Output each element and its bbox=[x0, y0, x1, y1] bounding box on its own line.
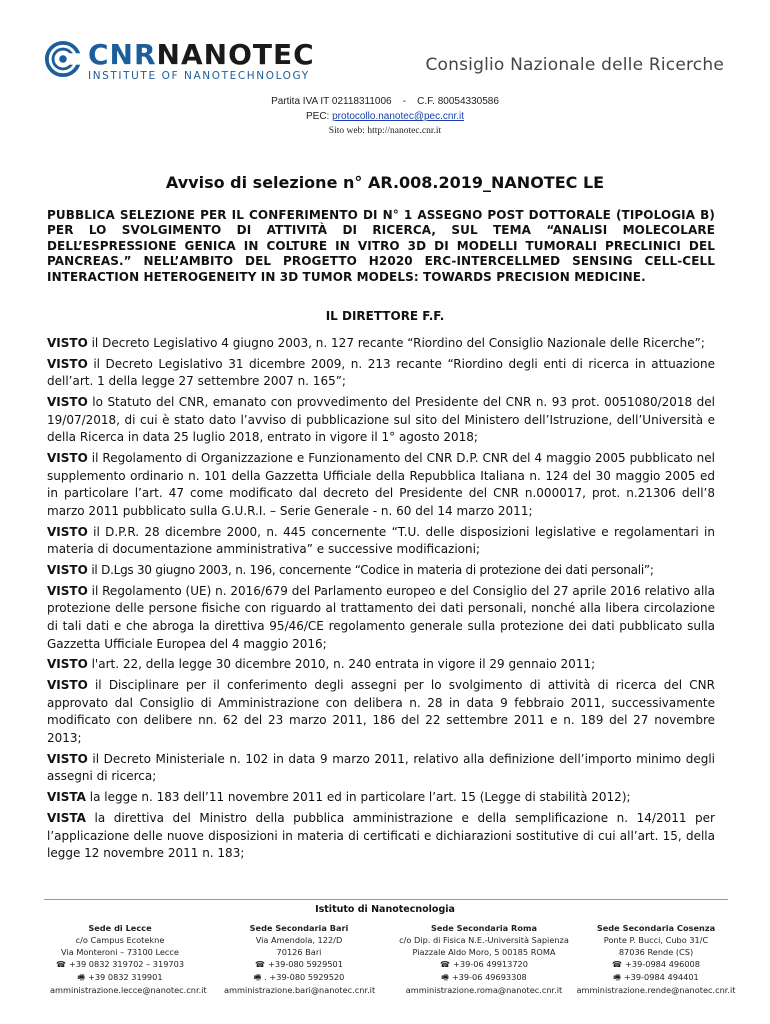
paragraph-text: il Decreto Ministeriale n. 102 in data 9 marzo 2011, relativo alla definizione dell’importo minimo degli assegni di ricerca; bbox=[47, 751, 715, 784]
office-address-line1: Via Amendola, 122/D bbox=[255, 935, 343, 946]
office-address-line2: 70126 Bari bbox=[276, 947, 322, 958]
office-phone bbox=[576, 958, 736, 971]
paragraph-lead: VISTO bbox=[47, 563, 88, 578]
fax-number: . +39-080 5929520 bbox=[264, 972, 345, 983]
logo-wordmark bbox=[88, 38, 315, 82]
phone-number: +39-0984 496008 bbox=[625, 959, 700, 970]
paragraph-lead: VISTO bbox=[47, 451, 88, 466]
paragraph-text: lo Statuto del CNR, emanato con provvedimento del Presidente del CNR n. 93 prot. 0051080/2018 del 19/07/2018, di cui è stato dato l’avviso di pubblicazione sul sito del Ministero dell’Istruzione, dell’Università e della Ricerca in data 25 luglio 2018, entrato in vigore il 1° agosto 2018; bbox=[47, 395, 715, 445]
pec-label: PEC: bbox=[305, 111, 333, 122]
phone-icon: ☎ bbox=[612, 960, 623, 970]
office-email[interactable]: amministrazione.bari@nanotec.cnr.it bbox=[224, 985, 376, 996]
paragraph-text: il Regolamento (UE) n. 2016/679 del Parlamento europeo e del Consiglio del 27 aprile 2016 relativo alla protezione delle persone fisiche con riguardo al trattamento dei dati personali, nonché alla libera circolazione di tali dati e che abroga la direttiva 95/46/CE regolamento generale sulla protezione dei dati pubblicato sulla Gazzetta Ufficiale Europea del 4 maggio 2016; bbox=[47, 583, 715, 651]
letterhead bbox=[44, 40, 724, 82]
office-address-line2: 87036 Rende (CS) bbox=[618, 947, 694, 958]
footer-title: Istituto di Nanotecnologia bbox=[315, 904, 455, 915]
paragraph-lead: VISTA bbox=[47, 810, 86, 825]
visto-paragraph bbox=[47, 335, 715, 353]
visto-paragraph bbox=[47, 751, 715, 786]
office-phone bbox=[394, 958, 574, 971]
office-address-line1: c/o Campus Ecotekne bbox=[75, 935, 165, 946]
phone-number: +39-080 5929501 bbox=[268, 959, 343, 970]
office-address-line1: c/o Dip. di Fisica N.E.-Università Sapienza bbox=[399, 935, 569, 946]
phone-icon: ☎ bbox=[55, 960, 66, 970]
visto-paragraph bbox=[47, 677, 715, 747]
visto-paragraph bbox=[47, 394, 715, 447]
office-lecce bbox=[50, 922, 207, 997]
paragraph-lead: VISTO bbox=[47, 336, 88, 350]
website-line[interactable]: Sito web: http://nanotec.cnr.it bbox=[328, 126, 442, 136]
office-address-line1: Ponte P. Bucci, Cubo 31/C bbox=[603, 935, 709, 946]
paragraph-lead: VISTO bbox=[47, 356, 88, 371]
footer-divider bbox=[44, 899, 728, 900]
header-contacts bbox=[0, 94, 770, 139]
office-address-line2: Piazzale Aldo Moro, 5 00185 ROMA bbox=[412, 947, 556, 958]
paragraph-text: il D.Lgs 30 giugno 2003, n. 196, concernente “Codice in materia di protezione dei dati personali”; bbox=[87, 563, 654, 578]
cnr-nanotec-logo-icon bbox=[44, 40, 82, 78]
phone-number: +39-06 49913720 bbox=[453, 959, 528, 970]
paragraph-text: il D.P.R. 28 dicembre 2000, n. 445 concernente “T.U. delle disposizioni legislative e regolamentari in materia di documentazione amministrativa” e successive modificazioni; bbox=[47, 524, 715, 557]
director-heading: IL DIRETTORE F.F. bbox=[325, 309, 445, 323]
document-title: Avviso di selezione n° AR.008.2019_NANOTEC LE bbox=[165, 173, 605, 192]
logo-name-cnr: CNR bbox=[88, 38, 157, 71]
fax-number: +39-0984 494401 bbox=[623, 972, 699, 983]
office-email[interactable]: amministrazione.lecce@nanotec.cnr.it bbox=[50, 985, 207, 996]
paragraph-lead: VISTA bbox=[47, 790, 86, 805]
visto-paragraph bbox=[47, 356, 715, 391]
vat-fiscal-line: Partita IVA IT 02118311006 - C.F. 80054330586 bbox=[271, 96, 499, 107]
paragraph-text: il Decreto Legislativo 31 dicembre 2009, n. 213 recante “Riordino degli enti di ricerca in attuazione dell’art. 1 della legge 27 settembre 2007 n. 165”; bbox=[47, 356, 715, 389]
office-phone bbox=[224, 958, 374, 971]
paragraph-lead: VISTO bbox=[47, 395, 88, 410]
visto-paragraph bbox=[47, 524, 715, 559]
fax-icon: 🖷 bbox=[77, 973, 85, 983]
office-bari bbox=[224, 922, 374, 997]
logo-name-nanotec: NANOTEC bbox=[156, 38, 315, 71]
office-name: Sede Secondaria Bari bbox=[249, 923, 349, 933]
visto-paragraph bbox=[47, 450, 715, 520]
logo-subtitle: INSTITUTE OF NANOTECHNOLOGY bbox=[88, 70, 310, 82]
fax-number: +39 0832 319901 bbox=[87, 972, 163, 983]
vista-paragraph bbox=[47, 810, 715, 863]
consiglio-nazionale-label: Consiglio Nazionale delle Ricerche bbox=[425, 55, 724, 75]
office-address-line2: Via Monteroni – 73100 Lecce bbox=[61, 947, 179, 958]
visto-paragraph bbox=[47, 562, 715, 580]
fax-number: +39-06 49693308 bbox=[451, 972, 527, 983]
office-phone bbox=[50, 958, 190, 971]
paragraph-text: la legge n. 183 dell’11 novembre 2011 ed in particolare l’art. 15 (Legge di stabilità 2012); bbox=[85, 790, 631, 805]
office-fax bbox=[394, 971, 574, 984]
document-subject: PUBBLICA SELEZIONE PER IL CONFERIMENTO DI N° 1 ASSEGNO POST DOTTORALE (TIPOLOGIA B) PER LO SVOLGIMENTO DI ATTIVITÀ DI RICERCA, SUL TEMA “ANALISI MOLECOLARE DELL’ESPRESSIONE GENICA IN COLTURE IN VITRO 3D DI MODELLI TUMORALI PRECLINICI DEL PANCREAS.” NELL’AMBITO DEL PROGETTO H2020 ERC-INTERCELLMED SENSING CELL-CELL INTERACTION HETEROGENEITY IN 3D TUMOR MODELS: TOWARDS PRECISION MEDICINE. bbox=[47, 208, 715, 284]
paragraph-lead: VISTO bbox=[47, 657, 88, 672]
paragraph-text: il Regolamento di Organizzazione e Funzionamento del CNR D.P. CNR del 4 maggio 2005 pubblicato nel supplemento ordinario n. 101 della Gazzetta Ufficiale della Repubblica Italiana n. 124 del 30 maggio 2005 ed in particolare l’art. 47 come modificato dal decreto del Presidente del CNR n.000017, prot. n.21306 dell’8 marzo 2011 pubblicato sulla G.U.R.I. – Serie Generale - n. 60 del 14 marzo 2011; bbox=[47, 451, 715, 518]
office-fax bbox=[50, 971, 190, 984]
phone-number: +39 0832 319702 – 319703 bbox=[68, 959, 185, 970]
visto-paragraph bbox=[47, 583, 715, 653]
paragraph-text: il Disciplinare per il conferimento degli assegni per lo svolgimento di attività di ricerca del CNR approvato dal Consiglio di Amministrazione con delibera n. 28 in data 9 febbraio 2011, successivamente modificato con delibere nn. 62 del 23 marzo 2011, 186 del 22 settembre 2011 e n. 189 del 27 novembre 2013; bbox=[47, 678, 715, 745]
paragraph-lead: VISTO bbox=[47, 583, 88, 598]
office-email[interactable]: amministrazione.roma@nanotec.cnr.it bbox=[405, 985, 563, 996]
paragraph-lead: VISTO bbox=[47, 751, 88, 766]
footer-offices bbox=[42, 922, 742, 1002]
fax-icon: 🖷 bbox=[613, 973, 621, 983]
paragraph-lead: VISTO bbox=[47, 524, 88, 539]
fax-icon: 🖷 bbox=[253, 973, 262, 983]
office-email[interactable]: amministrazione.rende@nanotec.cnr.it bbox=[576, 985, 736, 996]
paragraph-text: l'art. 22, della legge 30 dicembre 2010, n. 240 entrata in vigore il 29 gennaio 2011; bbox=[87, 657, 596, 672]
vista-paragraph bbox=[47, 789, 715, 807]
office-roma bbox=[394, 922, 574, 997]
document-body bbox=[47, 335, 715, 866]
office-name: Sede Secondaria Roma bbox=[430, 923, 538, 933]
office-fax bbox=[224, 971, 374, 984]
office-name: Sede Secondaria Cosenza bbox=[596, 923, 716, 933]
paragraph-text: il Decreto Legislativo 4 giugno 2003, n. 127 recante “Riordino del Consiglio Nazionale delle Ricerche”; bbox=[87, 336, 705, 350]
office-cosenza bbox=[576, 922, 736, 997]
phone-icon: ☎ bbox=[440, 960, 451, 970]
pec-link[interactable]: protocollo.nanotec@pec.cnr.it bbox=[332, 111, 465, 122]
paragraph-text: la direttiva del Ministro della pubblica amministrazione e della semplificazione n. 14/2011 per l’applicazione delle nuove disposizioni in materia di certificati e dichiarazioni sostitutive di cui all’art. 15, della legge 12 novembre 2011 n. 183; bbox=[47, 810, 715, 861]
visto-paragraph bbox=[47, 656, 715, 674]
office-fax bbox=[576, 971, 736, 984]
paragraph-lead: VISTO bbox=[47, 678, 88, 693]
pec-line bbox=[0, 109, 770, 124]
fax-icon: 🖷 bbox=[441, 973, 449, 983]
office-name: Sede di Lecce bbox=[88, 923, 152, 933]
phone-icon: ☎ bbox=[255, 960, 266, 970]
